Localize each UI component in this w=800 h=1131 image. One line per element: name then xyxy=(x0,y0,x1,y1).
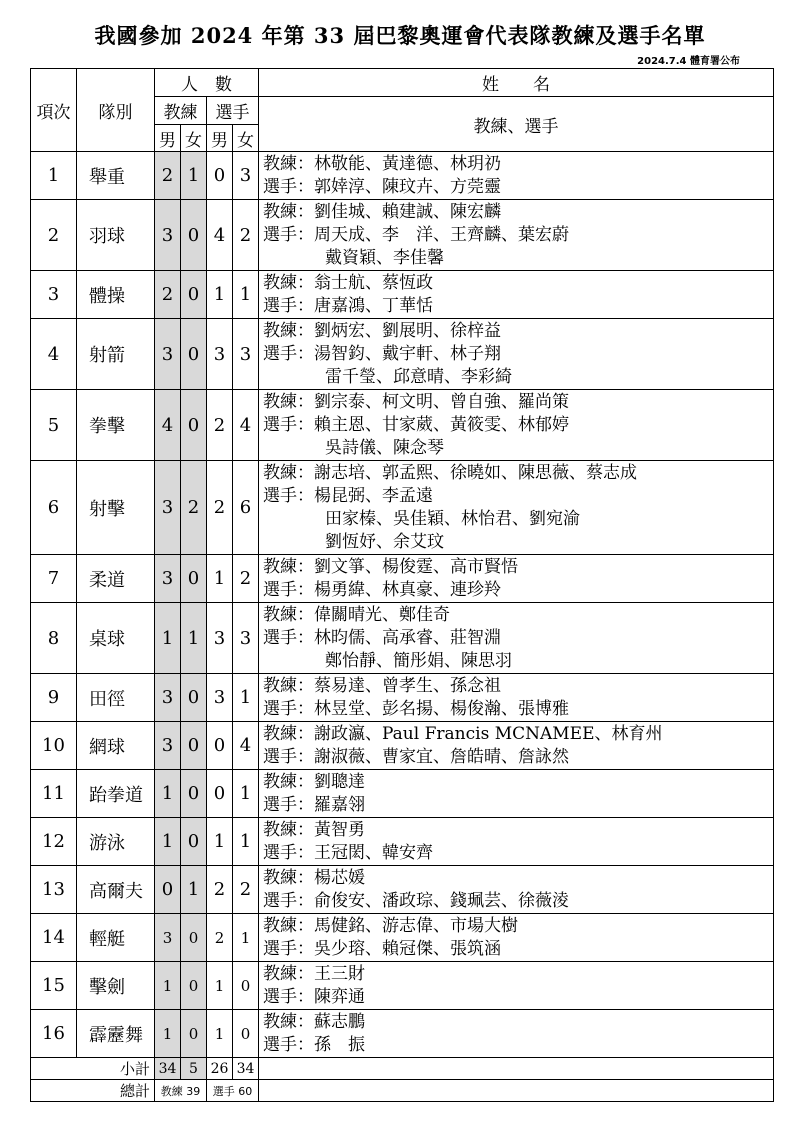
team-name: 桌球 xyxy=(77,603,155,674)
table-row xyxy=(31,722,774,770)
name-line: 教練：林敬能、黃達德、林玥礽 xyxy=(263,153,501,174)
athlete-female-count: 4 xyxy=(233,390,259,461)
name-line: 鄭怡靜、簡彤娟、陳思羽 xyxy=(325,650,512,671)
coach-female-count: 0 xyxy=(181,271,207,319)
coach-female-count: 0 xyxy=(181,555,207,603)
names-cell xyxy=(259,818,774,866)
subtotal-athlete-male: 26 xyxy=(207,1058,233,1080)
name-line: 田家榛、吳佳穎、林怡君、劉宛渝 xyxy=(325,508,580,529)
total-blank xyxy=(259,1080,774,1102)
header-coach: 教練 xyxy=(155,97,207,125)
coach-male-count: 2 xyxy=(155,152,181,200)
name-line: 戴資穎、李佳馨 xyxy=(325,247,444,268)
athlete-male-count: 0 xyxy=(207,722,233,770)
athlete-male-count: 2 xyxy=(207,914,233,962)
table-row xyxy=(31,555,774,603)
table-row xyxy=(31,152,774,200)
coach-female-count: 0 xyxy=(181,914,207,962)
names-cell xyxy=(259,866,774,914)
row-number: 2 xyxy=(31,200,77,271)
name-line: 選手：林昱堂、彭名揚、楊俊瀚、張博雅 xyxy=(263,698,569,719)
athlete-female-count: 0 xyxy=(233,1010,259,1058)
name-line: 教練：翁士航、蔡恆政 xyxy=(263,272,433,293)
name-line: 教練：劉聰達 xyxy=(263,771,365,792)
total-row xyxy=(31,1080,774,1102)
names-cell xyxy=(259,271,774,319)
coach-male-count: 3 xyxy=(155,555,181,603)
team-name: 射箭 xyxy=(77,319,155,390)
row-number: 9 xyxy=(31,674,77,722)
name-line: 選手：楊昆弼、李孟遠 xyxy=(263,485,433,506)
names-cell xyxy=(259,555,774,603)
athlete-female-count: 4 xyxy=(233,722,259,770)
athlete-male-count: 3 xyxy=(207,319,233,390)
coach-female-count: 1 xyxy=(181,603,207,674)
roster-body xyxy=(31,152,774,1058)
athlete-female-count: 3 xyxy=(233,152,259,200)
row-number: 12 xyxy=(31,818,77,866)
coach-male-count: 1 xyxy=(155,818,181,866)
athlete-male-count: 0 xyxy=(207,152,233,200)
names-cell xyxy=(259,390,774,461)
coach-female-count: 0 xyxy=(181,770,207,818)
athlete-female-count: 1 xyxy=(233,818,259,866)
team-name: 擊劍 xyxy=(77,962,155,1010)
names-cell xyxy=(259,722,774,770)
coach-female-count: 0 xyxy=(181,962,207,1010)
name-line: 教練：劉炳宏、劉展明、徐梓益 xyxy=(263,320,501,341)
header-athlete-male: 男 xyxy=(207,125,233,152)
athlete-male-count: 1 xyxy=(207,271,233,319)
coach-female-count: 0 xyxy=(181,818,207,866)
names-cell xyxy=(259,152,774,200)
row-number: 10 xyxy=(31,722,77,770)
coach-male-count: 3 xyxy=(155,319,181,390)
name-line: 教練：蘇志鵬 xyxy=(263,1011,365,1032)
name-line: 選手：羅嘉翎 xyxy=(263,794,365,815)
coach-male-count: 0 xyxy=(155,866,181,914)
name-line: 選手：唐嘉鴻、丁華恬 xyxy=(263,295,433,316)
name-line: 教練：劉宗泰、柯文明、曾自強、羅尚策 xyxy=(263,391,569,412)
name-line: 選手：王冠閎、韓安齊 xyxy=(263,842,433,863)
athlete-female-count: 1 xyxy=(233,271,259,319)
coach-male-count: 3 xyxy=(155,914,181,962)
team-name: 游泳 xyxy=(77,818,155,866)
athlete-male-count: 3 xyxy=(207,674,233,722)
athlete-female-count: 2 xyxy=(233,555,259,603)
athlete-male-count: 1 xyxy=(207,555,233,603)
table-row xyxy=(31,914,774,962)
page-title: 我國參加 2024 年第 33 屆巴黎奧運會代表隊教練及選手名單 xyxy=(94,23,706,48)
names-cell xyxy=(259,962,774,1010)
name-line: 選手：郭婞淳、陳玟卉、方莞靈 xyxy=(263,176,501,197)
coach-female-count: 0 xyxy=(181,319,207,390)
name-line: 教練：偉關晴光、鄭佳奇 xyxy=(263,604,450,625)
header-coach-male: 男 xyxy=(155,125,181,152)
name-line: 教練：王三財 xyxy=(263,963,365,984)
athlete-female-count: 2 xyxy=(233,866,259,914)
roster-table xyxy=(30,68,774,1102)
names-cell xyxy=(259,319,774,390)
table-row xyxy=(31,962,774,1010)
name-line: 雷千瑩、邱意晴、李彩綺 xyxy=(325,366,512,387)
team-name: 體操 xyxy=(77,271,155,319)
coach-male-count: 1 xyxy=(155,770,181,818)
row-number: 6 xyxy=(31,461,77,555)
coach-male-count: 2 xyxy=(155,271,181,319)
name-line: 教練：謝志培、郭孟熙、徐曉如、陳思薇、蔡志成 xyxy=(263,462,637,483)
table-row xyxy=(31,674,774,722)
athlete-female-count: 1 xyxy=(233,770,259,818)
name-line: 選手：林昀儒、高承睿、莊智淵 xyxy=(263,627,501,648)
publish-note: 2024.7.4 體育署公布 xyxy=(637,56,740,67)
names-cell xyxy=(259,1010,774,1058)
table-row xyxy=(31,200,774,271)
name-line: 教練：劉文箏、楊俊霆、高市賢悟 xyxy=(263,556,518,577)
name-line: 選手：湯智鈞、戴宇軒、林子翔 xyxy=(263,343,501,364)
athlete-male-count: 4 xyxy=(207,200,233,271)
coach-male-count: 3 xyxy=(155,461,181,555)
row-number: 16 xyxy=(31,1010,77,1058)
name-line: 選手：俞俊安、潘政琮、錢珮芸、徐薇淩 xyxy=(263,890,569,911)
coach-female-count: 1 xyxy=(181,866,207,914)
header-count: 人 數 xyxy=(155,69,259,97)
names-cell xyxy=(259,674,774,722)
row-number: 11 xyxy=(31,770,77,818)
team-name: 羽球 xyxy=(77,200,155,271)
table-row xyxy=(31,390,774,461)
coach-female-count: 1 xyxy=(181,152,207,200)
table-row xyxy=(31,271,774,319)
athlete-male-count: 1 xyxy=(207,962,233,1010)
coach-female-count: 0 xyxy=(181,200,207,271)
name-line: 教練：謝政瀛、Paul Francis MCNAMEE、林育州 xyxy=(263,723,663,744)
athlete-male-count: 1 xyxy=(207,818,233,866)
team-name: 舉重 xyxy=(77,152,155,200)
coach-female-count: 0 xyxy=(181,390,207,461)
coach-male-count: 3 xyxy=(155,674,181,722)
athlete-female-count: 0 xyxy=(233,962,259,1010)
athlete-male-count: 1 xyxy=(207,1010,233,1058)
name-line: 教練：劉佳城、賴建誠、陳宏麟 xyxy=(263,201,501,222)
header-team: 隊別 xyxy=(77,69,155,152)
team-name: 田徑 xyxy=(77,674,155,722)
names-cell xyxy=(259,461,774,555)
team-name: 高爾夫 xyxy=(77,866,155,914)
athlete-female-count: 1 xyxy=(233,674,259,722)
coach-male-count: 3 xyxy=(155,200,181,271)
athlete-male-count: 2 xyxy=(207,390,233,461)
total-coach: 教練 39 xyxy=(155,1080,207,1102)
athlete-male-count: 0 xyxy=(207,770,233,818)
subtotal-row xyxy=(31,1058,774,1080)
header-item: 項次 xyxy=(31,69,77,152)
team-name: 網球 xyxy=(77,722,155,770)
athlete-female-count: 2 xyxy=(233,200,259,271)
subtotal-athlete-female: 34 xyxy=(233,1058,259,1080)
coach-female-count: 0 xyxy=(181,674,207,722)
names-cell xyxy=(259,603,774,674)
header-athlete-female: 女 xyxy=(233,125,259,152)
team-name: 輕艇 xyxy=(77,914,155,962)
subtotal-label: 小計 xyxy=(31,1058,155,1080)
team-name: 柔道 xyxy=(77,555,155,603)
names-cell xyxy=(259,770,774,818)
subtotal-coach-female: 5 xyxy=(181,1058,207,1080)
name-line: 教練：楊芯媛 xyxy=(263,867,365,888)
table-row xyxy=(31,770,774,818)
athlete-male-count: 2 xyxy=(207,461,233,555)
athlete-male-count: 3 xyxy=(207,603,233,674)
table-row xyxy=(31,319,774,390)
header-names-sub: 教練、選手 xyxy=(259,97,774,152)
row-number: 13 xyxy=(31,866,77,914)
athlete-female-count: 3 xyxy=(233,603,259,674)
athlete-female-count: 3 xyxy=(233,319,259,390)
table-row xyxy=(31,866,774,914)
names-cell xyxy=(259,914,774,962)
coach-male-count: 1 xyxy=(155,603,181,674)
row-number: 7 xyxy=(31,555,77,603)
name-line: 劉恆妤、余艾玟 xyxy=(325,531,444,552)
row-number: 8 xyxy=(31,603,77,674)
team-name: 射擊 xyxy=(77,461,155,555)
name-line: 選手：孫 振 xyxy=(263,1034,365,1055)
total-athlete: 選手 60 xyxy=(207,1080,259,1102)
coach-male-count: 4 xyxy=(155,390,181,461)
name-line: 選手：楊勇緯、林真豪、連珍羚 xyxy=(263,579,501,600)
coach-male-count: 1 xyxy=(155,962,181,1010)
subtotal-blank xyxy=(259,1058,774,1080)
name-line: 吳詩儀、陳念琴 xyxy=(325,437,444,458)
coach-male-count: 1 xyxy=(155,1010,181,1058)
athlete-female-count: 6 xyxy=(233,461,259,555)
name-line: 教練：蔡易達、曾孝生、孫念祖 xyxy=(263,675,501,696)
name-line: 教練：馬健銘、游志偉、市場大樹 xyxy=(263,915,518,936)
subtotal-coach-male: 34 xyxy=(155,1058,181,1080)
team-name: 跆拳道 xyxy=(77,770,155,818)
table-row xyxy=(31,1010,774,1058)
name-line: 選手：謝淑薇、曹家宜、詹皓晴、詹詠然 xyxy=(263,746,569,767)
coach-male-count: 3 xyxy=(155,722,181,770)
coach-female-count: 0 xyxy=(181,1010,207,1058)
name-line: 教練：黃智勇 xyxy=(263,819,365,840)
header-names: 姓 名 xyxy=(259,69,774,97)
header-coach-female: 女 xyxy=(181,125,207,152)
name-line: 選手：賴主恩、甘家葳、黃筱雯、林郁婷 xyxy=(263,414,569,435)
row-number: 15 xyxy=(31,962,77,1010)
table-row xyxy=(31,461,774,555)
row-number: 5 xyxy=(31,390,77,461)
coach-female-count: 0 xyxy=(181,722,207,770)
table-row xyxy=(31,818,774,866)
table-row xyxy=(31,603,774,674)
name-line: 選手：陳弈通 xyxy=(263,986,365,1007)
names-cell xyxy=(259,200,774,271)
name-line: 選手：周天成、李 洋、王齊麟、葉宏蔚 xyxy=(263,224,569,245)
athlete-female-count: 1 xyxy=(233,914,259,962)
row-number: 3 xyxy=(31,271,77,319)
row-number: 1 xyxy=(31,152,77,200)
name-line: 選手：吳少瑢、賴冠傑、張筑涵 xyxy=(263,938,501,959)
total-label: 總計 xyxy=(31,1080,155,1102)
coach-female-count: 2 xyxy=(181,461,207,555)
team-name: 拳擊 xyxy=(77,390,155,461)
row-number: 4 xyxy=(31,319,77,390)
athlete-male-count: 2 xyxy=(207,866,233,914)
team-name: 霹靂舞 xyxy=(77,1010,155,1058)
header-athlete: 選手 xyxy=(207,97,259,125)
row-number: 14 xyxy=(31,914,77,962)
